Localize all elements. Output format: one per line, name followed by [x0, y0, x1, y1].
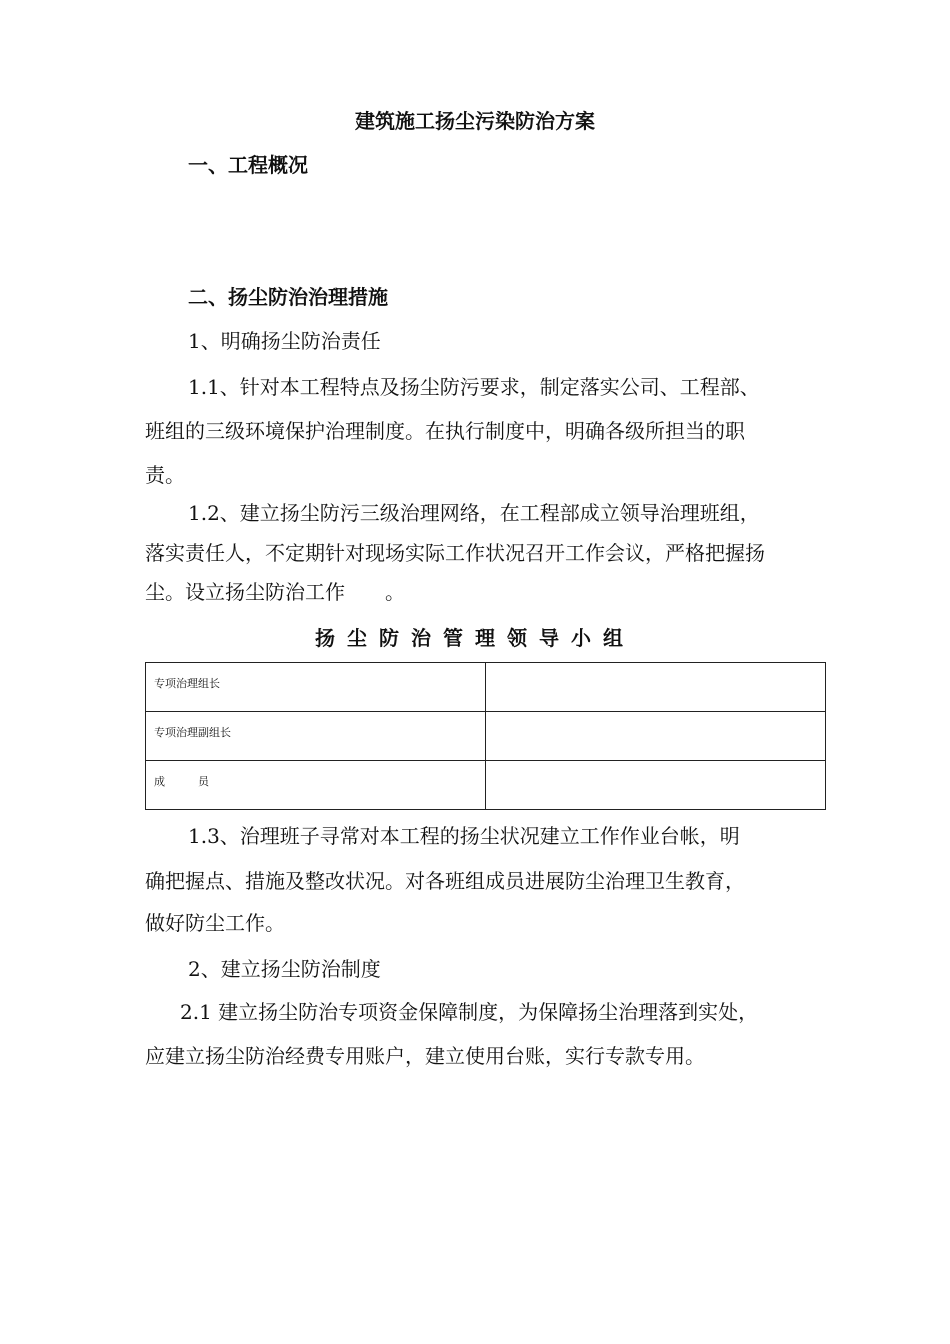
- paragraph-1-1-line-2: 班组的三级环境保护治理制度。在执行制度中，明确各级所担当的职: [145, 419, 745, 443]
- paragraph-1-3-line-3: 做好防尘工作。: [145, 911, 285, 935]
- table-title: 扬尘防治管理领导小组: [315, 626, 635, 650]
- table-row: [146, 761, 826, 810]
- section-heading-overview: 一、工程概况: [188, 153, 308, 177]
- table-cell-label: 成 员: [146, 761, 486, 810]
- table-cell-value: [485, 761, 825, 810]
- paragraph-1-2-line-2: 落实责任人，不定期针对现场实际工作状况召开工作会议，严格把握扬: [145, 541, 765, 565]
- paragraph-1-2-line-1: 1.2、建立扬尘防污三级治理网络，在工程部成立领导治理班组，: [188, 501, 760, 525]
- table-cell-value: [485, 663, 825, 712]
- paragraph-2-1-line-2: 应建立扬尘防治经费专用账户，建立使用台账，实行专款专用。: [145, 1044, 705, 1068]
- table-row: [146, 712, 826, 761]
- paragraph-1-3-line-2: 确把握点、措施及整改状况。对各班组成员进展防尘治理卫生教育，: [145, 869, 745, 893]
- paragraph-1-1-line-1: 1.1、针对本工程特点及扬尘防污要求，制定落实公司、工程部、: [188, 375, 760, 399]
- paragraph-2-1-line-1: 2.1 建立扬尘防治专项资金保障制度，为保障扬尘治理落到实处，: [180, 1000, 759, 1024]
- table-cell-label: 专项治理组长: [146, 663, 486, 712]
- table-cell-label: 专项治理副组长: [146, 712, 486, 761]
- table-row: [146, 663, 826, 712]
- table-cell-value: [485, 712, 825, 761]
- leadership-table: [145, 662, 826, 810]
- item-heading-system: 2、建立扬尘防治制度: [188, 957, 381, 981]
- section-heading-measures: 二、扬尘防治治理措施: [188, 285, 388, 309]
- paragraph-1-2-line-3: 尘。设立扬尘防治工作 。: [145, 580, 405, 604]
- document-title: 建筑施工扬尘污染防治方案: [355, 109, 595, 133]
- paragraph-1-3-line-1: 1.3、治理班子寻常对本工程的扬尘状况建立工作作业台帐，明: [188, 824, 740, 848]
- item-heading-responsibility: 1、明确扬尘防治责任: [188, 329, 381, 353]
- paragraph-1-1-line-3: 责。: [145, 463, 185, 487]
